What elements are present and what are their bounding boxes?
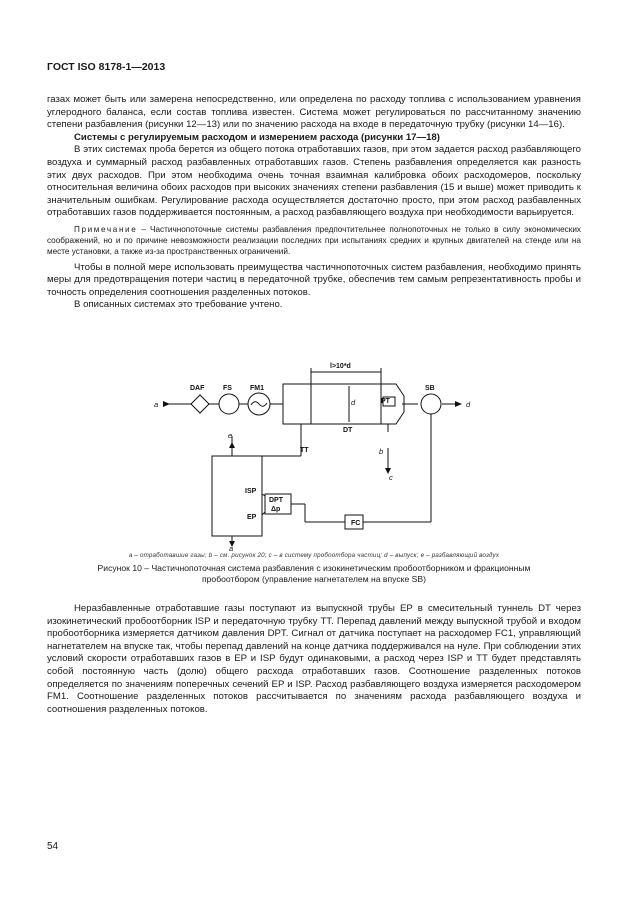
tunnel-inlet-box xyxy=(283,384,311,424)
label-fs: FS xyxy=(223,385,232,392)
label-ep: EP xyxy=(247,514,257,521)
page-header: ГОСТ ISO 8178-1—2013 xyxy=(47,61,166,73)
figure-caption xyxy=(47,563,581,585)
section-heading: Системы с регулируемым расходом и измерением расхода (рисунки 17—18) xyxy=(74,131,440,143)
note-label: Примечание xyxy=(74,224,138,234)
label-dd-out: d xyxy=(466,400,471,409)
page-number: 54 xyxy=(47,841,59,852)
text-block-2 xyxy=(47,603,581,716)
exhaust-pipe-ep xyxy=(212,456,262,536)
label-e: e xyxy=(228,431,233,440)
label-fm1: FM1 xyxy=(250,385,264,392)
label-a-bottom: a xyxy=(229,544,234,553)
figure-legend: a – отработавшие газы; b – см. рисунок 20; c – в систему пробоотбора частиц; d – выпуск; e – разбавляющий воздух xyxy=(128,552,500,559)
paragraph-flow-systems: В этих системах проба берется из общего потока отработавших газов, при этом задается расход разбавляющего воздуха и суммарный расход разбавленных отработавших газов. Степень разбавления определяется как разность этих двух расходов. При этом необходима очень точная взаимная калибровка обоих расходомеров, поскольку относительная величина обоих расходов при высоких значениях степени разбавления (15 и выше) может приводить к значительным ошибкам. Регулирование расхода осуществляется достаточно просто, при этом расход разбавленных отработавших газов поддерживается постоянным, а расход разбавляющего воздуха при необходимости варьируется. xyxy=(47,144,581,219)
paragraph-requirement: В описанных системах это требование учтено. xyxy=(74,299,283,311)
label-d-dim: d xyxy=(351,398,356,407)
label-dpt: DPT xyxy=(269,497,283,504)
label-length: l>10*d xyxy=(330,363,351,370)
paragraph-continued: газах может быть или замерена непосредственно, или определена по расходу топлива с использованием уравнения углеродного баланса, если состав топлива известен. Система может регулироваться по рассчитанному значению степени разбавления (рисунки 12—13) или по значению расхода на входе в передаточную трубку (рисунки 14—16). xyxy=(47,94,581,131)
dilution-tunnel-dt xyxy=(311,384,381,424)
label-a-in: a xyxy=(154,400,159,409)
label-daf: DAF xyxy=(190,385,205,392)
daf-filter xyxy=(191,395,209,413)
sb-blower xyxy=(421,394,441,414)
paragraph-partial-flow: Чтобы в полной мере использовать преимущества частичнопоточных систем разбавления, необходимо принять меры для предотвращения потери частиц в передаточной трубке, обеспечив тем самым репрезентативность пробы и точность определения соотношения разделенных потоков. xyxy=(47,261,581,298)
label-sb: SB xyxy=(425,385,435,392)
paragraph-description: Неразбавленные отработавшие газы поступают из выпускной трубы EP в смесительный туннель DT через изокинетический пробоотборник ISP и передаточную трубку TT. Перепад давлений между выпускной трубой и входом пробоотборника измеряется датчиком давления DPT. Сигнал от датчика поступает на расходомер FC1, управляющий нагнетателем на впуске так, чтобы перепад давлений на конце датчика поддерживался на нуле. При соблюдении этих условий скорости отработавших газов в EP и ISP будут одинаковыми, а расход через ISP и TT будет представлять собой постоянную часть (долю) общего расхода отработавших газов. Соотношение разделенных потоков определяется по значениям поперечных сечений EP и ISP. Расход разбавляющего воздуха измеряется расходомером FM1. Соотношение разделенных потоков рассчитывается по значениям расхода разбавляющего воздуха и соотношения разделенных потоков. xyxy=(47,603,581,715)
figure-caption-line2: пробоотбором (управление нагнетателем на впуске SB) xyxy=(202,574,426,585)
note-text: – Частичнопоточные системы разбавления предпочтительнее полнопоточных не только в силу экономических соображений, но и по причине невозможности реализации последних при испытаниях средних и крупных двигателей на стенде или на месте установки, а также из-за пространственных ограничений. xyxy=(47,224,581,257)
label-tt: TT xyxy=(300,447,309,454)
label-fc: FC xyxy=(351,520,361,527)
figure-caption-line1: Рисунок 10 – Частичнопоточная система разбавления с изокинетическим пробоотборником и фракционным xyxy=(97,563,531,573)
label-pt: PT xyxy=(381,398,390,405)
fs-circle xyxy=(219,394,239,414)
label-b: b xyxy=(379,447,384,456)
label-dt: DT xyxy=(343,427,353,434)
label-c: c xyxy=(389,473,393,482)
label-isp: ISP xyxy=(245,488,257,495)
label-dp: Δp xyxy=(271,506,281,513)
